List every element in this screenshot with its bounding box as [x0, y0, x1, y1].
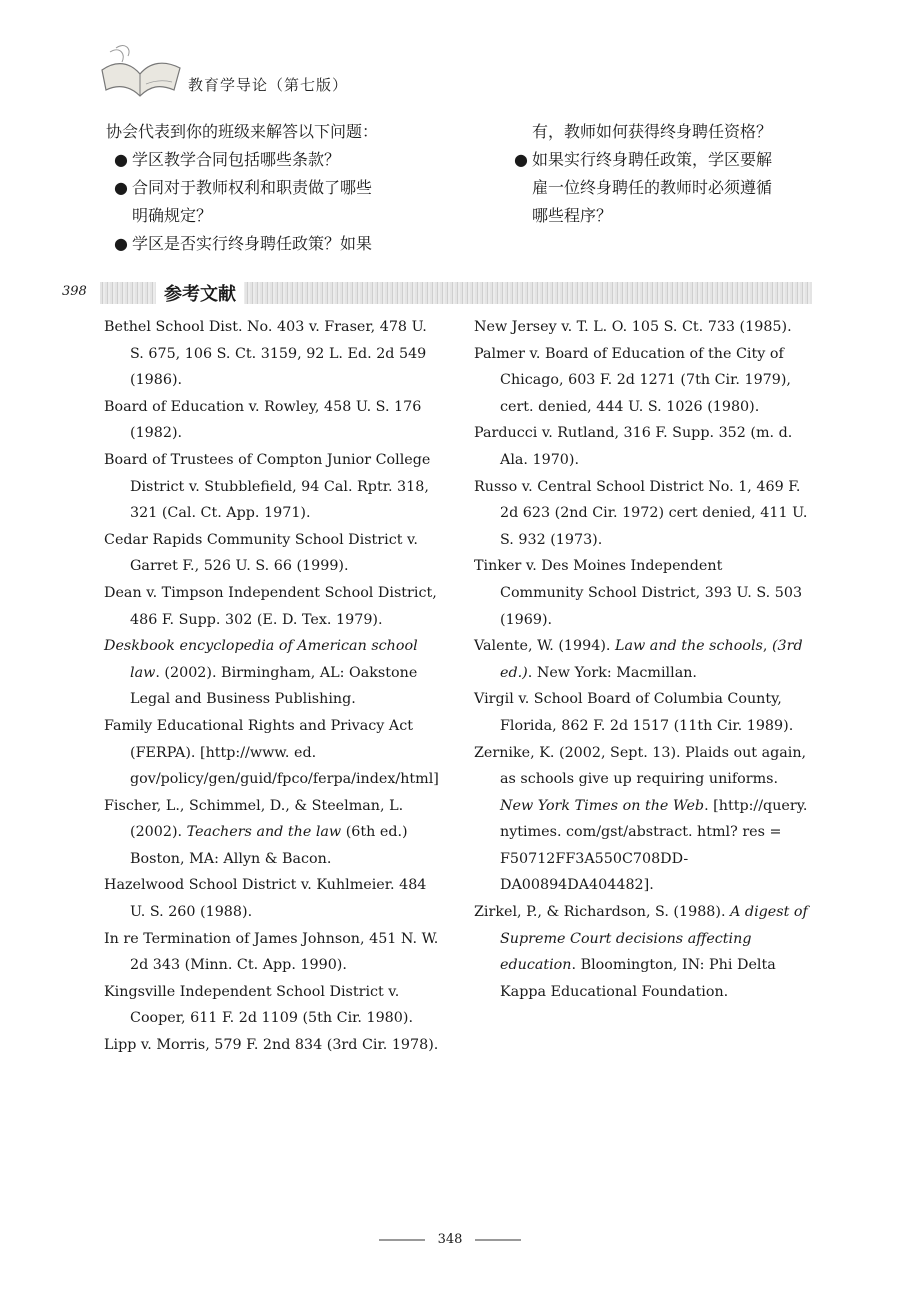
reference-entry: [474, 314, 810, 341]
intro-right: [506, 118, 806, 230]
reference-text: ,: [762, 638, 772, 655]
reference-text: Palmer v. Board of Education of the City of Chicago, 603 F. 2d 1271 (7th Cir. 1979), cert. denied, 444 U. S. 1026 (1980).: [474, 345, 791, 415]
bullet-line: 雇一位终身聘任的教师时必须遵循: [532, 178, 773, 197]
reference-text: Fischer, L., Schimmel, D., & Steelman, L. (2002).: [104, 797, 404, 841]
reference-text: . [http://query. nytimes. com/gst/abstract. html? res = F50712FF3A550C708DD-DA00894DA404482].: [500, 797, 808, 894]
bullet-line: 学区是否实行终身聘任政策？如果: [132, 234, 373, 253]
reference-entry: [474, 740, 810, 900]
reference-text: Zernike, K. (2002, Sept. 13). Plaids out again, as schools give up requiring uniforms.: [474, 744, 807, 788]
reference-text: . (2002). Birmingham, AL: Oakstone Legal and Business Publishing.: [130, 664, 418, 708]
reference-entry: [474, 420, 810, 473]
intro-bullets-right: [506, 146, 806, 230]
reference-text: Virgil v. School Board of Columbia County, Florida, 862 F. 2d 1517 (11th Cir. 1989).: [474, 691, 794, 734]
reference-entry: [474, 474, 810, 554]
bullet-line: 明确规定？: [132, 206, 213, 225]
reference-entry: [104, 793, 440, 873]
page-number: 348: [437, 1232, 463, 1247]
side-page-number: 398: [62, 284, 87, 299]
reference-title: Deskbook encyclopedia of American school law: [104, 638, 418, 681]
reference-text: Family Educational Rights and Privacy Act (FERPA). [http://www. ed. gov/policy/gen/guid/fpco/ferpa/index/html]: [104, 717, 439, 788]
reference-entry: [104, 926, 440, 979]
intro-lead: 协会代表到你的班级来解答以下问题：: [106, 122, 379, 141]
reference-entry: [104, 394, 440, 447]
reference-entry: [474, 553, 810, 633]
bullet-item: [106, 230, 451, 258]
reference-entry: [104, 713, 440, 793]
reference-text: Tinker v. Des Moines Independent Community School District, 393 U. S. 503 (1969).: [474, 558, 803, 628]
reference-text: New Jersey v. T. L. O. 105 S. Ct. 733 (1985).: [474, 319, 792, 335]
reference-entry: [104, 633, 440, 713]
reference-title: A digest of Supreme Court decisions affecting education: [500, 904, 808, 974]
reference-title: Law and the schools: [615, 638, 763, 655]
reference-text: In re Termination of James Johnson, 451 N. W. 2d 343 (Minn. Ct. App. 1990).: [104, 930, 439, 974]
reference-text: Board of Education v. Rowley, 458 U. S. 176 (1982).: [104, 398, 422, 442]
references-right-column: [474, 314, 810, 1005]
bullet-icon: ●: [114, 150, 128, 169]
reference-text: Russo v. Central School District No. 1, 469 F. 2d 623 (2nd Cir. 1972) cert denied, 411 U. S. 932 (1973).: [474, 478, 808, 548]
book-title: 教育学导论（第七版）: [188, 76, 349, 94]
reference-text: Cedar Rapids Community School District v. Garret F., 526 U. S. 66 (1999).: [104, 531, 418, 575]
bullet-item: [106, 146, 451, 174]
reference-text: Board of Trustees of Compton Junior College District v. Stubblefield, 94 Cal. Rptr. 318, 321 (Cal. Ct. App. 1971).: [104, 451, 431, 522]
reference-entry: [104, 314, 440, 394]
reference-text: (6th ed.) Boston, MA: Allyn & Bacon.: [130, 824, 408, 867]
bullet-line: 合同对于教师权利和职责做了哪些: [132, 178, 373, 197]
reference-title: (3rd ed.): [500, 638, 803, 681]
reference-text: Dean v. Timpson Independent School District, 486 F. Supp. 302 (E. D. Tex. 1979).: [104, 584, 437, 628]
reference-text: Lipp v. Morris, 579 F. 2nd 834 (3rd Cir. 1978).: [104, 1037, 439, 1054]
reference-entry: [474, 341, 810, 421]
reference-entry: [104, 979, 440, 1032]
footer-rule-left: [379, 1239, 425, 1241]
bullet-line: 学区教学合同包括哪些条款？: [132, 150, 341, 169]
bullet-icon: ●: [114, 234, 128, 253]
references-heading: 参考文献: [156, 280, 244, 306]
bullet-item: [106, 174, 451, 230]
reference-entry: [104, 580, 440, 633]
reference-text: Valente, W. (1994).: [474, 638, 615, 655]
reference-entry: [104, 872, 440, 925]
reference-text: . Bloomington, IN: Phi Delta Kappa Educational Foundation.: [500, 957, 776, 1000]
intro-left: [106, 118, 451, 258]
references-heading-bar: [100, 282, 812, 304]
page-footer: [0, 1232, 900, 1247]
bullet-icon: ●: [514, 150, 528, 169]
reference-text: Zirkel, P., & Richardson, S. (1988).: [474, 904, 731, 921]
intro-bullets-left: [106, 146, 451, 258]
footer-rule-right: [475, 1239, 521, 1241]
reference-entry: [474, 686, 810, 739]
reference-entry: [474, 899, 810, 1005]
reference-entry: [104, 527, 440, 580]
bullet-icon: ●: [114, 178, 128, 197]
reference-text: Kingsville Independent School District v. Cooper, 611 F. 2d 1109 (5th Cir. 1980).: [104, 983, 413, 1027]
reference-entry: [474, 633, 810, 686]
running-header: [96, 40, 416, 110]
reference-text: . New York: Macmillan.: [527, 664, 697, 681]
bullet-line: 哪些程序？: [532, 206, 613, 225]
open-book-icon: [96, 40, 186, 102]
references-left-column: [104, 314, 440, 1059]
reference-title: New York Times on the Web: [500, 797, 705, 814]
intro-continuation: 有，教师如何获得终身聘任资格？: [532, 122, 773, 141]
bullet-line: 如果实行终身聘任政策，学区要解: [532, 150, 773, 169]
reference-entry: [104, 447, 440, 527]
reference-title: Teachers and the law: [186, 824, 342, 841]
reference-text: Bethel School Dist. No. 403 v. Fraser, 478 U. S. 675, 106 S. Ct. 3159, 92 L. Ed. 2d 549 (1986).: [104, 319, 427, 389]
reference-text: Hazelwood School District v. Kuhlmeier. 484 U. S. 260 (1988).: [104, 877, 427, 921]
reference-entry: [104, 1032, 440, 1059]
reference-text: Parducci v. Rutland, 316 F. Supp. 352 (m. d. Ala. 1970).: [474, 425, 793, 468]
bullet-item: [506, 146, 806, 230]
